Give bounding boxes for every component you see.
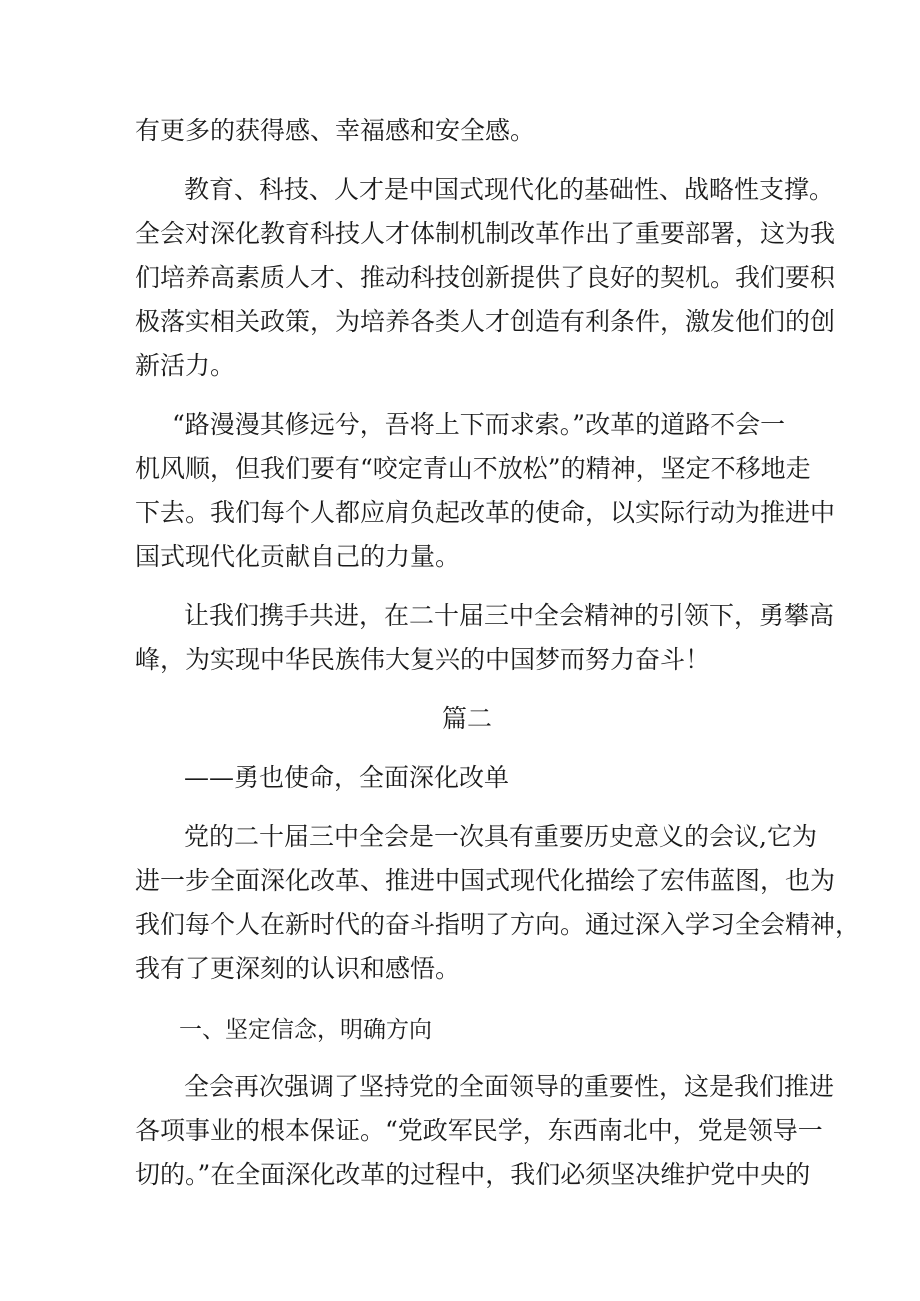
paragraph-line: 有更多的获得感、幸福感和安全感。 [135,116,536,145]
paragraph-line: 国式现代化贡献自己的力量。 [135,542,461,571]
paragraph-line: 让我们携手共进，在二十届三中全会精神的引领下，勇攀高 [184,601,835,630]
paragraph-line: “路漫漫其修远兮，吾将上下而求索。”改革的道路不会一 [172,410,786,439]
paragraph-line: 教育、科技、人才是中国式现代化的基础性、战略性支撑。 [184,175,835,204]
paragraph-line: 我们每个人在新时代的奋斗指明了方向。通过深入学习全会精神， [135,910,861,939]
paragraph-line: 峰，为实现中华民族伟大复兴的中国梦而努力奋斗！ [135,645,711,674]
subtitle: ——勇也使命，全面深化改单 [184,763,510,792]
paragraph-line: 新活力。 [135,351,236,380]
paragraph-line: 机风顺，但我们要有“咬定青山不放松”的精神，坚定不移地走 [135,454,811,483]
paragraph-line: 进一步全面深化改革、推进中国式现代化描绘了宏伟蓝图，也为 [135,866,836,895]
paragraph-line: 全会对深化教育科技人才体制机制改革作出了重要部署，这为我 [135,219,836,248]
paragraph-line: 切的。”在全面深化改革的过程中，我们必须坚决维护党中央的 [135,1160,811,1189]
paragraph-line: 我有了更深刻的认识和感悟。 [135,954,461,983]
paragraph-line: 党的二十届三中全会是一次具有重要历史意义的会议,它为 [184,822,817,851]
section-heading: 一、坚定信念，明确方向 [179,1017,432,1043]
paragraph-line: 全会再次强调了坚持党的全面领导的重要性，这是我们推进 [184,1072,835,1101]
paragraph-line: 各项事业的根本保证。“党政军民学，东西南北中，党是领导一 [135,1116,823,1145]
paragraph-line: 们培养高素质人才、推动科技创新提供了良好的契机。我们要积 [135,263,836,292]
paragraph-line: 下去。我们每个人都应肩负起改革的使命，以实际行动为推进中 [135,498,836,527]
section-title: 篇二 [442,704,493,733]
paragraph-line: 极落实相关政策，为培养各类人才创造有利条件，激发他们的创 [135,307,836,336]
